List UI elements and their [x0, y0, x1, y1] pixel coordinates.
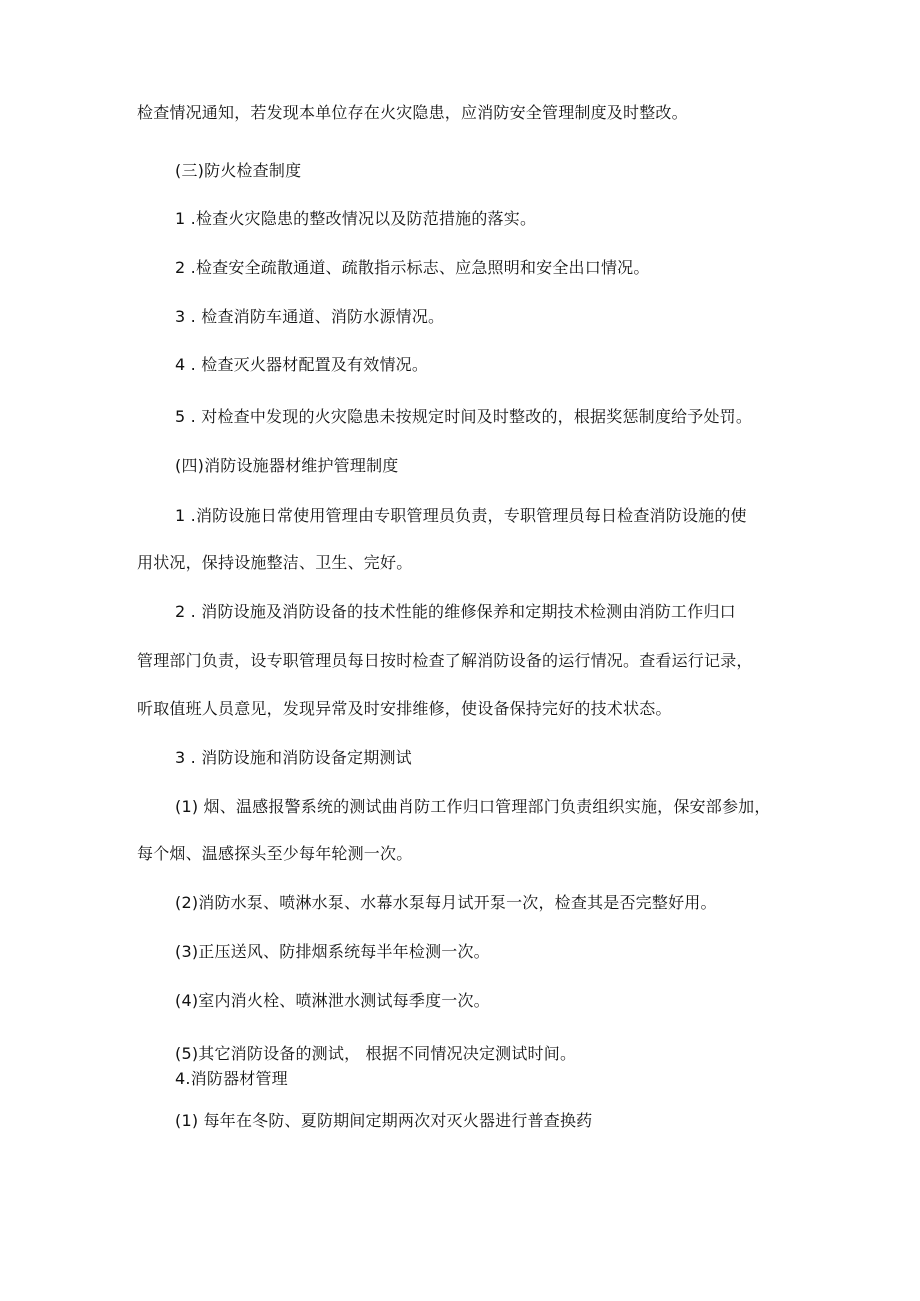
- sub-item-test-4: (4)室内消火栓、喷淋泄水测试每季度一次。: [175, 991, 490, 1010]
- sub-item-test-1: (1) 烟、温感报警系统的测试曲肖防工作归口管理部门负责组织实施，保安部参加，: [175, 797, 771, 816]
- section-heading-fire-inspection: (三)防火检查制度: [175, 161, 302, 180]
- list-item-maintenance-2: 2 . 消防设施及消防设备的技术性能的维修保养和定期技术检测由消防工作归口: [175, 602, 736, 621]
- sub-item-test-5: (5)其它消防设备的测试， 根据不同情况决定测试时间。: [175, 1044, 577, 1063]
- list-item-maintenance-2-cont-1: 管理部门负责，设专职管理员每日按时检查了解消防设备的运行情况。查看运行记录，: [137, 651, 753, 670]
- list-item-maintenance-3: 3 . 消防设施和消防设备定期测试: [175, 748, 412, 767]
- list-item-maintenance-1: 1 .消防设施日常使用管理由专职管理员负责，专职管理员每日检查消防设施的使: [175, 506, 747, 525]
- list-item-maintenance-2-cont-2: 听取值班人员意见，发现异常及时安排维修，使设备保持完好的技术状态。: [137, 699, 672, 718]
- list-item-maintenance-1-cont: 用状况，保持设施整洁、卫生、完好。: [137, 553, 413, 572]
- list-item-inspection-1: 1 .检查火灾隐患的整改情况以及防范措施的落实。: [175, 209, 537, 228]
- section-heading-maintenance: (四)消防设施器材维护管理制度: [175, 456, 399, 475]
- sub-item-test-1-cont: 每个烟、温感探头至少每年轮测一次。: [137, 844, 413, 863]
- list-item-inspection-4: 4 . 检查灭火器材配置及有效情况。: [175, 355, 429, 374]
- list-item-inspection-3: 3 . 检查消防车通道、消防水源情况。: [175, 307, 445, 326]
- list-item-maintenance-4: 4.消防器材管理: [175, 1069, 288, 1088]
- sub-item-equipment-1: (1) 每年在冬防、夏防期间定期两次对灭火器进行普查换药: [175, 1111, 593, 1130]
- sub-item-test-3: (3)正压送风、防排烟系统每半年检测一次。: [175, 942, 490, 961]
- list-item-inspection-2: 2 .检查安全疏散通道、疏散指示标志、应急照明和安全出口情况。: [175, 258, 650, 277]
- sub-item-test-2: (2)消防水泵、喷淋水泵、水幕水泵每月试开泵一次，检查其是否完整好用。: [175, 893, 717, 912]
- list-item-inspection-5: 5 . 对检查中发现的火灾隐患未按规定时间及时整改的，根据奖惩制度给予处罚。: [175, 407, 753, 426]
- paragraph-line-notice: 检查情况通知，若发现本单位存在火灾隐患，应消防安全管理制度及时整改。: [137, 103, 688, 122]
